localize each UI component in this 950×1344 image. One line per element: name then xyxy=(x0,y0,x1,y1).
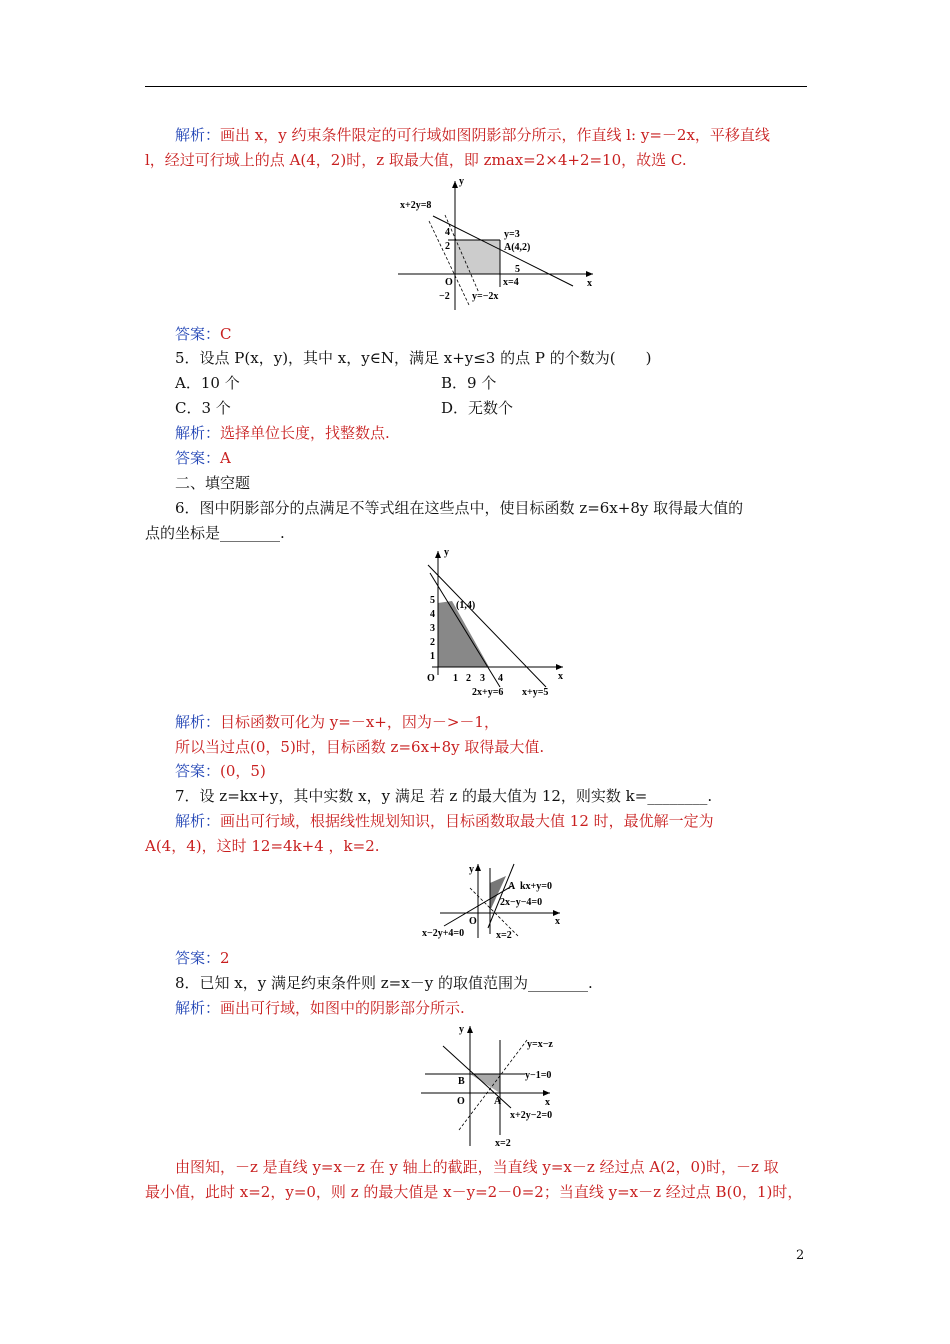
x-axis-label: x xyxy=(558,671,563,682)
q5-option-c: C．3 个 xyxy=(175,399,231,417)
x-axis-label: x xyxy=(587,278,592,289)
q7-solution-line2: A(4，4)，这时 12=4k+4 ，k=2. xyxy=(145,837,380,855)
q4-feasible-region xyxy=(455,240,500,274)
x-axis-label: x xyxy=(555,916,560,927)
q6-stem-line2: 点的坐标是________. xyxy=(145,524,285,542)
q5-option-a: A．10 个 xyxy=(175,374,240,392)
tick-2: 2 xyxy=(445,241,450,252)
q7-solution-line1: 解析：画出可行域，根据线性规划知识，目标函数取最大值 12 时，最优解一定为 xyxy=(175,812,714,830)
q5-stem: 5．设点 P(x，y)，其中 x，y∈N，满足 x+y≤3 的点 P 的个数为( ) xyxy=(175,349,652,367)
origin-label: O xyxy=(469,916,477,927)
origin-label: O xyxy=(427,673,435,684)
point-a-label: A xyxy=(508,881,516,892)
q8-paragraph-line1: 由图知，－z 是直线 y=x－z 在 y 轴上的截距，当直线 y=x－z 经过点 A(2，0)时，－z 取 xyxy=(175,1158,779,1176)
q6-solution-line2: 所以当过点(0，5)时，目标函数 z=6x+8y 取得最大值. xyxy=(175,738,545,756)
y-tick-5: 5 xyxy=(430,595,435,606)
y-axis-label: y xyxy=(459,1024,464,1035)
label-y-3: y=3 xyxy=(504,229,520,240)
origin-label-o: O xyxy=(445,277,453,288)
q5-options-row2 xyxy=(145,398,837,418)
q5-solution: 解析：选择单位长度，找整数点. xyxy=(175,424,390,442)
q6-solution-line1: 解析：目标函数可化为 y=－x+，因为－>－1， xyxy=(175,713,499,731)
q7-answer: 答案：2 xyxy=(175,949,230,967)
q8-solution: 解析：画出可行域，如图中的阴影部分所示. xyxy=(175,999,465,1017)
page-number: 2 xyxy=(796,1248,805,1263)
q4-answer: 答案：C xyxy=(175,325,232,343)
q8-figure xyxy=(415,1020,575,1150)
point-label-1-4: (1,4) xyxy=(456,600,476,611)
q8-paragraph-line2: 最小值，此时 x=2，y=0，则 z 的最大值是 x－y=2－0=2；当直线 y=x－z 经过点 B(0，1)时， xyxy=(145,1183,803,1201)
q4-figure xyxy=(393,175,603,315)
header-rule xyxy=(145,86,807,87)
y-tick-1: 1 xyxy=(430,651,435,662)
q8-feasible-region xyxy=(470,1074,500,1093)
label-x-2: x=2 xyxy=(495,1138,511,1149)
label-2x-y-4: 2x−y−4=0 xyxy=(500,897,543,908)
q6-figure xyxy=(420,545,570,700)
label-point-a: A(4,2) xyxy=(504,242,531,253)
y-axis-label: y xyxy=(459,176,464,187)
point-a-label: A xyxy=(494,1096,502,1107)
q8-stem: 8．已知 x，y 满足约束条件则 z=x－y 的取值范围为________. xyxy=(175,974,593,992)
section-title: 二、填空题 xyxy=(175,474,251,492)
y-tick-4: 4 xyxy=(430,609,435,620)
label-x-2y-4: x−2y+4=0 xyxy=(422,928,465,939)
tick-4: 4 xyxy=(445,227,450,238)
label-x-2y-2: x+2y−2=0 xyxy=(510,1110,553,1121)
y-axis-label: y xyxy=(444,547,449,558)
label-y-x-z: y=x−z xyxy=(527,1039,553,1050)
label-x-2: x=2 xyxy=(496,930,512,941)
label-x-plus-y-5: x+y=5 xyxy=(522,687,549,698)
x-axis-label: x xyxy=(545,1097,550,1108)
label-x-4: x=4 xyxy=(503,277,519,288)
tick-5: 5 xyxy=(515,264,520,275)
label-kx-y-0: kx+y=0 xyxy=(520,881,552,892)
label-y-1: y−1=0 xyxy=(525,1070,552,1081)
label-x-plus-2y-8: x+2y=8 xyxy=(400,200,432,211)
tick-neg2: −2 xyxy=(439,291,450,302)
point-b-label: B xyxy=(458,1076,465,1087)
q6-stem-line1: 6．图中阴影部分的点满足不等式组在这些点中，使目标函数 z=6x+8y 取得最大值的 xyxy=(175,499,744,517)
x-tick-3: 3 xyxy=(480,673,485,684)
y-tick-3: 3 xyxy=(430,623,435,634)
label-line-l: y=−2x xyxy=(472,291,499,302)
x-tick-1: 1 xyxy=(453,673,458,684)
q5-options-row1 xyxy=(145,373,837,393)
q5-option-d: D．无数个 xyxy=(441,399,514,417)
origin-label: O xyxy=(457,1096,465,1107)
q5-answer: 答案：A xyxy=(175,449,231,467)
y-tick-2: 2 xyxy=(430,637,435,648)
q5-option-b: B．9 个 xyxy=(441,374,497,392)
y-axis-label: y xyxy=(469,864,474,875)
label-2x-plus-y-6: 2x+y=6 xyxy=(472,687,504,698)
q7-figure xyxy=(420,858,570,943)
x-tick-4: 4 xyxy=(498,673,503,684)
q6-answer: 答案：(0，5) xyxy=(175,762,266,780)
q7-stem: 7．设 z=kx+y，其中实数 x，y 满足 若 z 的最大值为 12，则实数 k=________. xyxy=(175,787,713,805)
q4-solution-line2: l，经过可行域上的点 A(4，2)时，z 取最大值，即 zmax=2×4+2=10，故选 C. xyxy=(145,151,687,169)
line-x-plus-2y-8 xyxy=(433,216,573,286)
x-tick-2: 2 xyxy=(466,673,471,684)
q4-solution-line1: 解析：画出 x，y 约束条件限定的可行域如图阴影部分所示，作直线 l: y=－2x，平移直线 xyxy=(175,126,770,144)
